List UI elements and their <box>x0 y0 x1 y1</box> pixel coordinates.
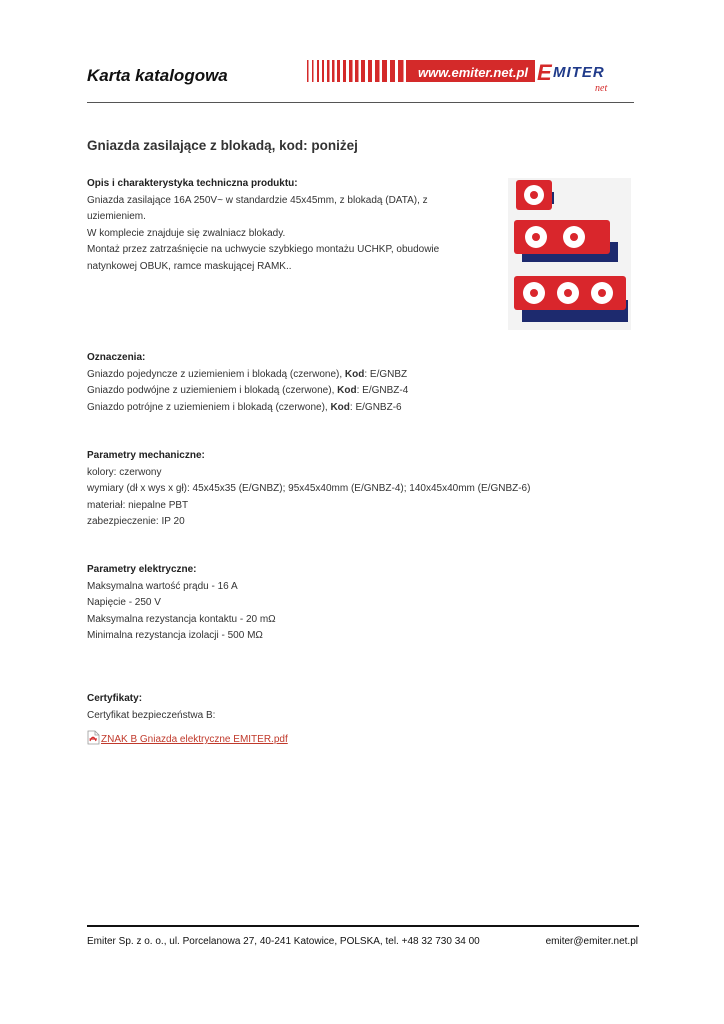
certificates-section <box>87 691 288 752</box>
catalog-sheet-title: Karta katalogowa <box>87 66 228 85</box>
mechanical-heading: Parametry mechaniczne: <box>87 450 205 461</box>
electrical-section <box>87 562 276 645</box>
electrical-line: Maksymalna rezystancja kontaktu - 20 mΩ <box>87 613 276 625</box>
description-heading: Opis i charakterystyka techniczna produktu: <box>87 178 298 189</box>
description-line: Gniazda zasilające 16A 250V~ w standardzie 45x45mm, z blokadą (DATA), z <box>87 194 428 206</box>
banner-url: www.emiter.net.pl <box>418 65 529 80</box>
footer-divider <box>87 925 639 927</box>
logo-text: MITER <box>553 64 605 81</box>
header-divider <box>87 102 634 103</box>
logo-sub: net <box>595 83 608 94</box>
designation-item: Gniazdo pojedyncze z uziemieniem i blokadą (czerwone), Kod: E/GNBZ <box>87 368 408 380</box>
electrical-heading: Parametry elektryczne: <box>87 564 197 575</box>
svg-text:E: E <box>537 60 552 85</box>
electrical-line: Maksymalna wartość prądu - 16 A <box>87 580 238 592</box>
page-title: Gniazda zasilające z blokadą, kod: poniżej <box>87 138 358 153</box>
footer-email[interactable]: emiter@emiter.net.pl <box>545 936 638 947</box>
certificate-pdf-link[interactable]: ZNAK B Gniazda elektryczne EMITER.pdf <box>101 734 288 745</box>
electrical-line: Napięcie - 250 V <box>87 597 161 608</box>
description-line: natynkowej OBUK, ramce maskującej RAMK.. <box>87 260 292 272</box>
certificates-heading: Certyfikaty: <box>87 693 143 704</box>
designations-section <box>87 350 408 416</box>
mechanical-section <box>87 448 530 531</box>
description-line: uziemieniem. <box>87 211 146 222</box>
certificates-subheading: Certyfikat bezpieczeństwa B: <box>87 709 216 721</box>
description-line: W komplecie znajduje się zwalniacz blokady. <box>87 227 286 239</box>
mechanical-line: wymiary (dł x wys x gł): 45x45x35 (E/GNBZ); 95x45x40mm (E/GNBZ-4); 140x45x40mm (E/GNBZ-6) <box>87 483 531 494</box>
emiter-banner-logo <box>305 56 635 94</box>
designation-item: Gniazdo podwójne z uziemieniem i blokadą (czerwone), Kod: E/GNBZ-4 <box>87 385 409 396</box>
designations-heading: Oznaczenia: <box>87 352 146 363</box>
mechanical-line: materiał: niepalne PBT <box>87 499 189 511</box>
description-section <box>87 176 487 275</box>
mechanical-line: kolory: czerwony <box>87 466 162 478</box>
designation-item: Gniazdo potrójne z uziemieniem i blokadą (czerwone), Kod: E/GNBZ-6 <box>87 401 402 413</box>
product-photo <box>508 178 631 330</box>
description-line: Montaż przez zatrzaśnięcie na uchwycie szybkiego montażu UCHKP, obudowie <box>87 244 440 255</box>
pdf-file-icon <box>87 730 100 752</box>
electrical-line: Minimalna rezystancja izolacji - 500 MΩ <box>87 630 263 641</box>
mechanical-line: zabezpieczenie: IP 20 <box>87 516 185 527</box>
footer-company-info: Emiter Sp. z o. o., ul. Porcelanowa 27, 40-241 Katowice, POLSKA, tel. +48 32 730 34 00 <box>87 936 480 947</box>
pdf-link-row <box>87 730 288 752</box>
